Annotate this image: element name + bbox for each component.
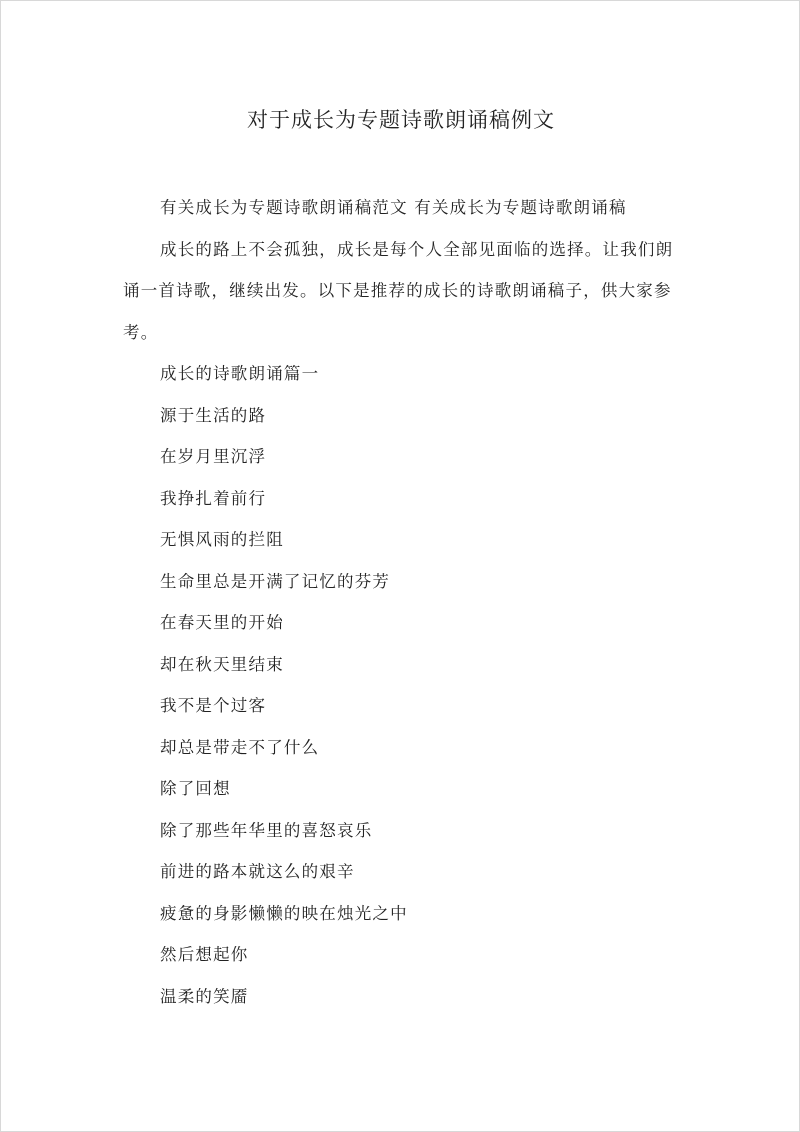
poem-line: 然后想起你 — [160, 945, 249, 964]
poem-line: 我挣扎着前行 — [160, 488, 267, 508]
poem-line: 生命里总是开满了记忆的芬芳 — [160, 571, 391, 591]
poem-line: 前进的路本就这么的艰辛 — [160, 862, 355, 881]
poem-line: 温柔的笑靥 — [160, 986, 249, 1006]
section-heading: 成长的诗歌朗诵篇一 — [160, 364, 320, 383]
poem-line: 无惧风雨的拦阻 — [160, 530, 284, 549]
document-title: 对于成长为专题诗歌朗诵稿例文 — [247, 108, 555, 132]
poem-line: 疲惫的身影懒懒的映在烛光之中 — [160, 903, 408, 923]
poem-line: 除了那些年华里的喜怒哀乐 — [160, 820, 373, 840]
poem-line: 源于生活的路 — [160, 405, 267, 425]
poem-line: 我不是个过客 — [160, 696, 267, 715]
poem-line: 在岁月里沉浮 — [160, 447, 267, 466]
document-body — [123, 187, 679, 1017]
poem-line: 除了回想 — [160, 779, 231, 798]
poem-line: 在春天里的开始 — [160, 613, 284, 632]
intro-paragraph: 成长的路上不会孤独，成长是每个人全部见面临的选择。让我们朗诵一首诗歌，继续出发。以下是推荐的成长的诗歌朗诵稿子，供大家参考。 — [123, 239, 674, 342]
poem-line: 却在秋天里结束 — [160, 654, 284, 674]
intro-line: 有关成长为专题诗歌朗诵稿范文 有关成长为专题诗歌朗诵稿 — [160, 198, 627, 217]
poem-line: 却总是带走不了什么 — [160, 737, 320, 757]
